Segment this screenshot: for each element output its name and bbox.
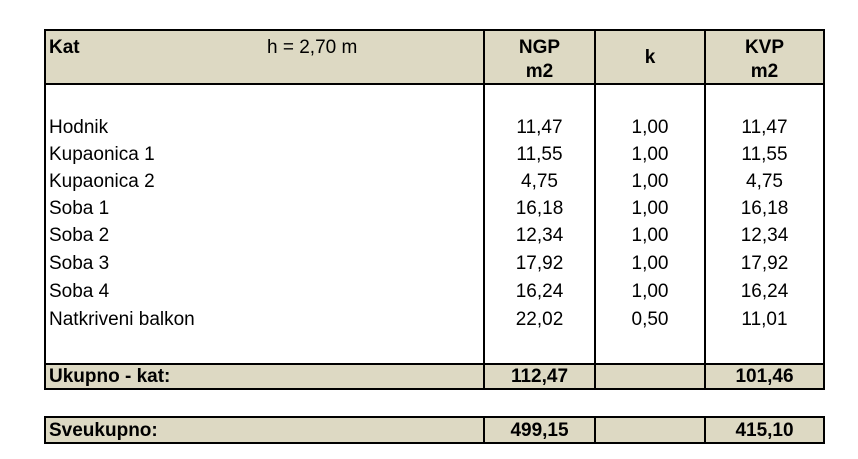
room-k: 1,00	[631, 225, 669, 246]
room-ngp: 12,34	[515, 225, 564, 246]
room-ngp: 17,92	[515, 253, 564, 274]
room-kvp: 16,24	[740, 281, 789, 302]
room-kvp: 17,92	[740, 253, 789, 274]
room-kvp: 11,01	[741, 309, 788, 330]
room-kvp: 11,55	[741, 144, 788, 165]
room-k: 1,00	[631, 198, 669, 219]
header-kvp-unit: m2	[750, 61, 779, 82]
room-name: Soba 1	[49, 198, 110, 219]
header-kvp: KVP	[744, 37, 785, 58]
total-kvp: 415,10	[735, 420, 794, 441]
room-name: Soba 3	[49, 253, 110, 274]
room-name: Kupaonica 2	[49, 171, 155, 192]
subtotal-label: Ukupno - kat:	[49, 366, 171, 387]
room-kvp: 12,34	[740, 225, 789, 246]
room-k: 1,00	[631, 117, 669, 138]
header-divider	[44, 83, 825, 85]
room-k: 1,00	[631, 144, 669, 165]
room-kvp: 11,47	[741, 117, 788, 138]
total-ngp: 499,15	[510, 420, 569, 441]
room-name: Soba 2	[49, 225, 110, 246]
room-ngp: 11,55	[516, 144, 563, 165]
room-ngp: 11,47	[516, 117, 563, 138]
total-divider-k	[594, 416, 596, 444]
room-ngp: 16,24	[515, 281, 564, 302]
room-k: 1,00	[631, 253, 669, 274]
room-k: 1,00	[631, 281, 669, 302]
room-name: Hodnik	[49, 117, 109, 138]
header-ngp: NGP	[518, 37, 561, 58]
total-label: Sveukupno:	[49, 420, 158, 441]
room-name: Natkriveni balkon	[49, 309, 195, 330]
room-ngp: 22,02	[515, 309, 564, 330]
room-name: Soba 4	[49, 281, 110, 302]
header-ngp-unit: m2	[525, 61, 554, 82]
room-kvp: 16,18	[740, 198, 789, 219]
room-k: 0,50	[631, 309, 669, 330]
header-k: k	[644, 47, 656, 68]
subtotal-divider	[44, 363, 825, 365]
room-ngp: 4,75	[521, 171, 558, 192]
room-name: Kupaonica 1	[49, 144, 155, 165]
subtotal-kvp: 101,46	[735, 366, 794, 387]
header-kat: Kat	[49, 37, 80, 58]
header-height: h = 2,70 m	[267, 37, 358, 58]
room-ngp: 16,18	[515, 198, 564, 219]
room-kvp: 4,75	[746, 171, 783, 192]
subtotal-ngp: 112,47	[510, 366, 569, 387]
room-k: 1,00	[631, 171, 669, 192]
